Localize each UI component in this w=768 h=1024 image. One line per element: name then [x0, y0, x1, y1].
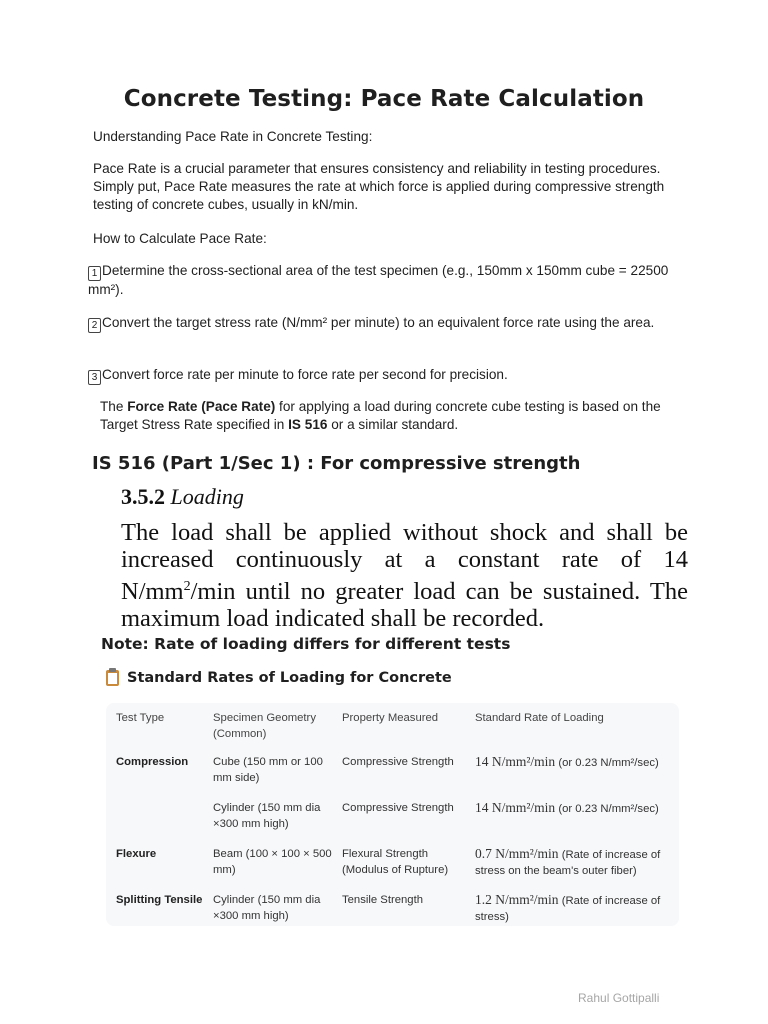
intro-paragraph: Pace Rate is a crucial parameter that ensures consistency and reliability in testing procedures. Simply put, Pace Rate measures the rate at which force is applied during compressive strength testing of concrete cubes, usually in kN/min.: [93, 161, 665, 212]
author-footer: Rahul Gottipalli: [578, 991, 660, 1005]
rate-value: 14 N/mm²/min: [475, 800, 556, 815]
step-2: [88, 314, 673, 333]
table-row: [110, 800, 685, 846]
clause-name: Loading: [170, 484, 244, 509]
step-text: Convert the target stress rate (N/mm² per minute) to an equivalent force rate using the area.: [102, 315, 655, 330]
clause-text-b: /min until no greater load can be sustained. The maximum load indicated shall be recorded.: [121, 578, 688, 633]
rate-cell: [475, 846, 685, 892]
rate-cell: [475, 892, 685, 938]
standard-heading: IS 516 (Part 1/Sec 1) : For compressive strength: [92, 453, 581, 474]
property-cell: Tensile Strength: [342, 894, 424, 906]
clause-text: [121, 519, 688, 632]
geometry-cell: Beam (100 × 100 × 500 mm): [213, 848, 332, 876]
clause-sup: 2: [183, 579, 191, 594]
rate-note: (Rate of increase of stress on the beam's outer fiber): [475, 849, 661, 877]
force-rate-paragraph: [100, 398, 668, 434]
rate-cell: [475, 800, 685, 846]
geometry-cell: Cylinder (150 mm dia ×300 mm high): [213, 894, 321, 922]
rate-value: 0.7 N/mm²/min: [475, 846, 559, 861]
rate-note: (or 0.23 N/mm²/sec): [555, 757, 659, 769]
table-heading: [106, 670, 452, 686]
standard-code: IS 516: [288, 417, 328, 432]
loading-rates-table: [110, 706, 685, 938]
intro-heading: Understanding Pace Rate in Concrete Testing:: [93, 129, 373, 144]
rate-note: (Rate of increase of stress): [475, 895, 661, 923]
table-row: [110, 754, 685, 800]
property-cell: Compressive Strength: [342, 802, 454, 814]
rate-value: 1.2 N/mm²/min: [475, 892, 559, 907]
test-type-cell: [110, 800, 213, 846]
test-type-cell: Flexure: [116, 848, 157, 860]
table-row: [110, 846, 685, 892]
table-row: [110, 892, 685, 938]
test-type-cell: Compression: [116, 756, 189, 768]
rate-note: (or 0.23 N/mm²/sec): [555, 803, 659, 815]
clipboard-icon: [106, 670, 119, 686]
column-header: Property Measured: [342, 712, 439, 724]
table-title: Standard Rates of Loading for Concrete: [127, 670, 452, 686]
clause-text-a: The load shall be applied without shock and shall be increased continuously at a constant rate of 14 N/mm: [121, 519, 688, 606]
step-number-badge: 1: [88, 266, 101, 281]
clause-number: 3.5.2: [121, 484, 165, 509]
step-1: [88, 262, 673, 299]
property-cell: Flexural Strength (Modulus of Rupture): [342, 848, 449, 876]
rate-value: 14 N/mm²/min: [475, 754, 556, 769]
column-header: Test Type: [116, 712, 165, 724]
force-rate-tail: or a similar standard.: [327, 417, 459, 432]
step-number-badge: 2: [88, 318, 101, 333]
step-number-badge: 3: [88, 370, 101, 385]
clause-title: [121, 484, 244, 510]
test-type-cell: Splitting Tensile: [116, 894, 203, 906]
step-3: [88, 366, 673, 385]
page-title: Concrete Testing: Pace Rate Calculation: [123, 86, 645, 112]
geometry-cell: Cube (150 mm or 100 mm side): [213, 756, 323, 784]
column-header: Specimen Geometry (Common): [213, 712, 316, 740]
step-text: Convert force rate per minute to force rate per second for precision.: [102, 367, 508, 382]
force-rate-lead: The: [100, 399, 128, 414]
table-header-row: [110, 706, 685, 754]
column-header: Standard Rate of Loading: [475, 712, 604, 724]
property-cell: Compressive Strength: [342, 756, 454, 768]
how-heading: How to Calculate Pace Rate:: [93, 231, 267, 246]
force-rate-term: Force Rate (Pace Rate): [127, 399, 276, 414]
force-rate-mid: for applying a load during concrete cube testing is based on the Target Stress Rate specified in: [100, 399, 661, 432]
note: Note: Rate of loading differs for different tests: [101, 635, 511, 653]
rate-cell: [475, 754, 685, 800]
geometry-cell: Cylinder (150 mm dia ×300 mm high): [213, 802, 321, 830]
step-text: Determine the cross-sectional area of the test specimen (e.g., 150mm x 150mm cube = 22500 mm²).: [88, 263, 669, 297]
